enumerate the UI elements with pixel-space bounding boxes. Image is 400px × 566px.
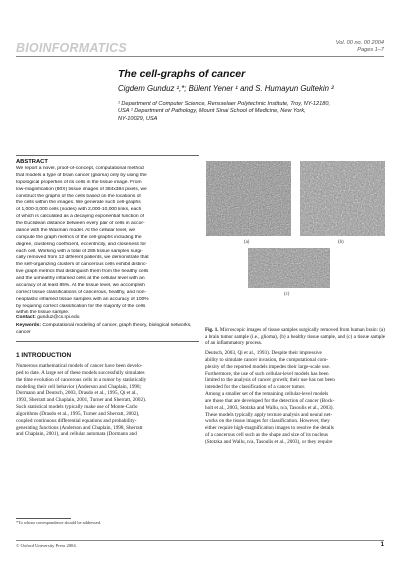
body-text-line: limited to the analysis of cancer growth; their use has not been [205,377,335,384]
intro-right-column [205,350,385,446]
affiliation-line-2: USA ² Department of Pathology, Mount Sinai School of Medicine, New York, [118,108,306,115]
abstract-line: construct the graphs of the cells based on the locations of [16,193,141,199]
body-text-line: ped to date. A large set of these models successfully simulates [16,369,145,376]
body-text-line: Among a smaller set of the remaining cellular-level models [205,391,329,398]
body-text-line: holt et al., 2003, Stotzka and Wallu, n/a, Tasoulis et al., 2003). [205,404,334,411]
abstract-line: and the unhealthy inflamed cells at the cellular level with an [16,276,145,281]
abstract-line: topological properties of its cells in the tissue image. From [16,179,142,185]
abstract-line: of which is calculated as a decaying exponential function of [16,214,145,220]
affiliations [118,101,388,123]
abstract-heading: ABSTRACT [16,159,48,165]
footer-rule [16,540,384,541]
volume-info [336,40,384,54]
affiliation-line-1: ¹ Department of Computer Science, Rensselaer Polytechnic Institute, Troy, NY-12180, [118,101,331,107]
abstract-line: dance with the Waxman model. At the cellular level, we [16,227,136,233]
body-text-line: algorithms (Drasdo et al., 1995, Turner and Sherratt, 2002), [16,410,140,417]
abstract-line: the Euclidean distance between every pair of cells in accor- [16,221,145,226]
abstract-line: We report a novel, proof-of-concept, computational method [16,166,144,171]
body-text-line: intended for the classification of a cancer tumor. [205,384,306,391]
abstract-body [16,166,199,317]
abstract-line: within the tissue sample. [16,310,70,316]
body-text-line: and Chaplain, 2001), and cellular automata (Dormann and [16,431,137,438]
body-text-line: Such statistical models typically make use of Monte-Carlo [16,404,138,411]
tissue-texture-c [248,248,330,288]
abstract-line: the cells within the images. We generate such cell-graphs [16,200,141,206]
abstract-line: by requiring correct classification for the majority of the cells [16,303,146,309]
contact-line [16,315,199,322]
header-rule [16,56,384,57]
abstract-line: neoplastic inflamed tissue samples with an accuracy of 100% [16,296,149,302]
tissue-texture-a [206,161,291,236]
footnote-rule [16,518,71,519]
contact-label: Contact: [16,315,36,320]
tissue-image-a [206,161,291,236]
body-text-line: Furthermore, the use of such cellular-level models has been [205,370,329,377]
copyright: © Oxford University Press 2004. [16,543,77,548]
abstract-line: compute the graph metrics of the cell-graphs including the [16,234,142,240]
pages-line: Pages 1–7 [357,47,384,53]
body-text-line: works on the tissue images for classification. However, they [205,418,330,425]
abstract-line: degree, clustering coefficient, eccentricity, and closeness for [16,241,147,247]
abstract-line: accuracy of at least 85%. At the tissue level, we accomplish [16,282,145,288]
body-text-line: plexity of the reported models impedes their large-scale use. [205,363,331,370]
journal-name: BIOINFORMATICS [16,41,127,55]
figure-caption-label: Fig. 1. [205,327,219,333]
paper-title: The cell-graphs of cancer [118,68,246,80]
footnote: *To whom correspondence should be addressed. [16,520,102,525]
keywords-line [16,323,199,337]
abstract-line: low-magnification (80X) tissue images of 384x384 pixels, we [16,186,147,192]
abstract-line: of 1,000-3,000 cells (nodes) with 2,000-10,000 links, each [16,207,142,213]
body-text-line: These models typically apply texture analysis and neural net- [205,411,333,418]
section-heading-introduction: 1 INTRODUCTION [16,352,72,359]
abstract-line: each cell. Working with a total of 285 tissue samples surgi- [16,248,143,254]
body-text-line: (Stotzka and Wallu, n/a, Tasoulis et al., 2003), or they require [205,438,333,445]
body-text-line: generating functions (Anderson and Chaplain, 1998, Sherratt [16,424,143,431]
figure-label-c: (c) [284,292,290,297]
tissue-texture-b [300,161,385,236]
abstract-line: tive graph metrics that distinguish them from the healthy cells [16,269,149,275]
abstract-line: correct tissue classifications of cancerous, healthy, and non- [16,289,147,295]
volume-line: Vol. 00 no. 00 2004 [335,40,384,46]
body-text-line: coupled continuous differential equations and probability- [16,417,137,424]
body-text-line: the time evolution of cancerous cells in a tumor by statistically [16,376,147,383]
body-text-line: 1993, Sherratt and Chaplain, 2001, Turner and Sherratt, 2002). [16,397,147,404]
figure-label-b: (b) [338,240,344,245]
contact-email: gunduz@cs.rpi.edu [35,315,80,320]
abstract-line: that models a type of brain cancer (glioma) only by using the [16,172,147,178]
body-text-line: either require high-magnification images to resolve the details [205,425,334,432]
body-text-line: are those that are developed for the detection of cancer (Bock- [205,397,335,404]
page-number: 1 [380,542,384,548]
intro-left-column [16,363,199,438]
figure-caption [205,327,385,347]
abstract-line: the self-organizing clusters of cancerous cells exhibit distinc- [16,262,148,268]
body-text-line: of a cancerous cell such as the shape and size of its nucleus [205,432,329,439]
keywords-label: Keywords: [16,323,42,328]
figure-label-a: (a) [244,240,250,245]
body-text-line: modeling their cell behavior (Anderson and Chaplain, 1998; [16,383,142,390]
tissue-image-c [248,248,330,288]
affiliation-line-3: NY-10029, USA [118,115,158,122]
abstract-line: cally removed from 12 different patients, we demonstrate that [16,255,149,261]
body-text-line: Dormann and Deutsch, 2003, Drasdo et al., 1995, Qi et al., [16,390,139,397]
tissue-image-b [300,161,385,236]
figure-caption-text: Microscopic images of tissue samples surgically removed from human brain: (a) a brain tumor sample (i.e., glioma), (b) a healthy tissue sample, and (c) a tissue sample of an inflammatory process. [205,327,385,347]
body-text-line: ability to simulate cancer invasion, the computational com- [205,356,329,363]
keywords-text: Computational modeling of cancer, graph theory, biological networks, cancer [16,323,192,335]
body-text-line: Deutsch, 2003, Qi et al., 1993). Despite their impressive [205,350,322,356]
paper-authors: Cigdem Gunduz ¹,*; Bülent Yener ¹ and S. Humayun Gultekin ² [118,84,334,93]
body-text-line: Numerous mathematical models of cancer have been develo- [16,363,143,369]
